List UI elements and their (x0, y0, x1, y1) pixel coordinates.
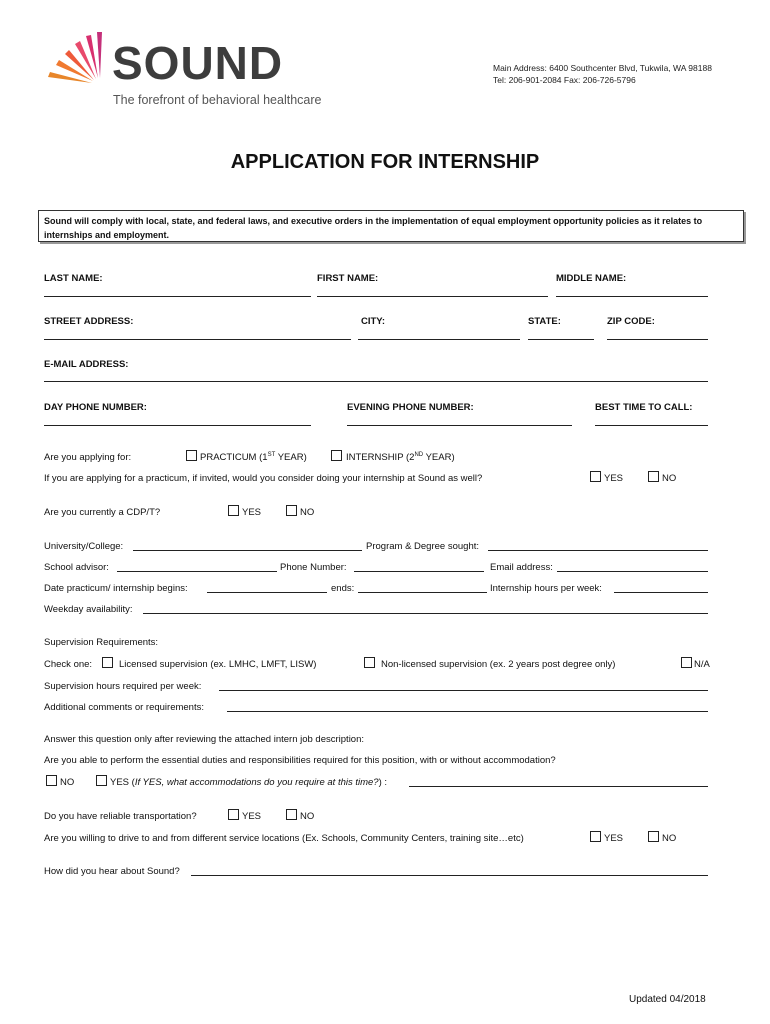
middle-name-label: MIDDLE NAME: (556, 273, 627, 284)
first-name-field[interactable] (317, 296, 548, 297)
consider-no-label: NO (662, 473, 677, 484)
essential-yes-label: YES (If YES, what accommodations do you require at this time?) : (110, 777, 388, 788)
weekday-availability-label: Weekday availability: (44, 604, 133, 615)
zip-field[interactable] (607, 339, 708, 340)
evening-phone-label: EVENING PHONE NUMBER: (347, 402, 474, 413)
nonlicensed-label: Non-licensed supervision (ex. 2 years post degree only) (381, 659, 616, 670)
evening-phone-field[interactable] (347, 425, 572, 426)
best-time-label: BEST TIME TO CALL: (595, 402, 693, 413)
phone-fax: Tel: 206-901-2084 Fax: 206-726-5796 (493, 75, 636, 85)
begins-field[interactable] (207, 592, 327, 593)
consider-no-checkbox[interactable] (648, 471, 659, 482)
drive-yes-checkbox[interactable] (590, 831, 601, 842)
na-label: N/A (694, 659, 710, 670)
transport-yes-label: YES (242, 811, 262, 822)
essential-no-checkbox[interactable] (46, 775, 57, 786)
drive-no-label: NO (662, 833, 677, 844)
transport-question: Do you have reliable transportation? (44, 811, 197, 822)
advisor-field[interactable] (117, 571, 277, 572)
main-address: Main Address: 6400 Southcenter Blvd, Tukwila, WA 98188 (493, 63, 712, 73)
middle-name-field[interactable] (556, 296, 708, 297)
day-phone-field[interactable] (44, 425, 311, 426)
advisor-label: School advisor: (44, 562, 109, 573)
licensed-checkbox[interactable] (102, 657, 113, 668)
advisor-phone-field[interactable] (354, 571, 484, 572)
consider-yes-checkbox[interactable] (590, 471, 601, 482)
hours-per-week-label: Internship hours per week: (490, 583, 602, 594)
page-title: APPLICATION FOR INTERNSHIP (230, 151, 540, 173)
cdp-no-checkbox[interactable] (286, 505, 297, 516)
drive-yes-label: YES (604, 833, 624, 844)
transport-no-label: NO (300, 811, 315, 822)
eeo-notice: Sound will comply with local, state, and federal laws, and executive orders in the implementation of equal employment opportunity policies as it relates to internships and employment. (38, 210, 744, 242)
essential-no-label: NO (60, 777, 75, 788)
university-label: University/College: (44, 541, 124, 552)
sound-logo-icon (42, 30, 112, 90)
email-label: E-MAIL ADDRESS: (44, 359, 129, 370)
hear-about-field[interactable] (191, 875, 708, 876)
street-address-field[interactable] (44, 339, 351, 340)
supervision-hours-label: Supervision hours required per week: (44, 681, 202, 692)
accommodations-field[interactable] (409, 786, 708, 787)
hear-about-label: How did you hear about Sound? (44, 866, 180, 877)
day-phone-label: DAY PHONE NUMBER: (44, 402, 147, 413)
program-field[interactable] (488, 550, 708, 551)
essential-intro: Answer this question only after reviewing the attached intern job description: (44, 734, 365, 745)
additional-comments-label: Additional comments or requirements: (44, 702, 204, 713)
cdp-yes-label: YES (242, 507, 262, 518)
first-name-label: FIRST NAME: (317, 273, 379, 284)
additional-comments-field[interactable] (227, 711, 708, 712)
practicum-checkbox[interactable] (186, 450, 197, 461)
begins-label: Date practicum/ internship begins: (44, 583, 188, 594)
advisor-email-field[interactable] (557, 571, 708, 572)
nonlicensed-checkbox[interactable] (364, 657, 375, 668)
internship-checkbox[interactable] (331, 450, 342, 461)
practicum-internship-question: If you are applying for a practicum, if invited, would you consider doing your internship at Sound as well? (44, 473, 483, 484)
zip-label: ZIP CODE: (607, 316, 655, 327)
last-name-field[interactable] (44, 296, 311, 297)
supervision-heading: Supervision Requirements: (44, 637, 159, 648)
essential-yes-checkbox[interactable] (96, 775, 107, 786)
ends-label: ends: (331, 583, 355, 594)
best-time-field[interactable] (595, 425, 708, 426)
practicum-label: PRACTICUM (1ST YEAR) (200, 452, 307, 464)
state-label: STATE: (528, 316, 561, 327)
licensed-label: Licensed supervision (ex. LMHC, LMFT, LISW) (119, 659, 317, 670)
city-field[interactable] (358, 339, 520, 340)
hours-per-week-field[interactable] (614, 592, 708, 593)
drive-question: Are you willing to drive to and from different service locations (Ex. Schools, Community Centers, training site…etc) (44, 833, 524, 844)
applying-for-label: Are you applying for: (44, 452, 132, 463)
ends-field[interactable] (358, 592, 487, 593)
supervision-hours-field[interactable] (219, 690, 708, 691)
cdp-yes-checkbox[interactable] (228, 505, 239, 516)
internship-label: INTERNSHIP (2ND YEAR) (346, 452, 455, 464)
advisor-email-label: Email address: (490, 562, 553, 573)
check-one-label: Check one: (44, 659, 93, 670)
transport-no-checkbox[interactable] (286, 809, 297, 820)
cdp-question: Are you currently a CDP/T? (44, 507, 161, 518)
logo-text: SOUND (112, 37, 284, 89)
drive-no-checkbox[interactable] (648, 831, 659, 842)
state-field[interactable] (528, 339, 594, 340)
tagline: The forefront of behavioral healthcare (113, 93, 322, 107)
transport-yes-checkbox[interactable] (228, 809, 239, 820)
cdp-no-label: NO (300, 507, 315, 518)
na-checkbox[interactable] (681, 657, 692, 668)
program-label: Program & Degree sought: (366, 541, 480, 552)
street-address-label: STREET ADDRESS: (44, 316, 134, 327)
updated-date: Updated 04/2018 (629, 994, 706, 1005)
email-field[interactable] (44, 381, 708, 382)
advisor-phone-label: Phone Number: (280, 562, 347, 573)
last-name-label: LAST NAME: (44, 273, 103, 284)
essential-question: Are you able to perform the essential duties and responsibilities required for this position, with or without accommodation? (44, 755, 556, 766)
city-label: CITY: (361, 316, 386, 327)
university-field[interactable] (133, 550, 362, 551)
consider-yes-label: YES (604, 473, 624, 484)
weekday-availability-field[interactable] (143, 613, 708, 614)
